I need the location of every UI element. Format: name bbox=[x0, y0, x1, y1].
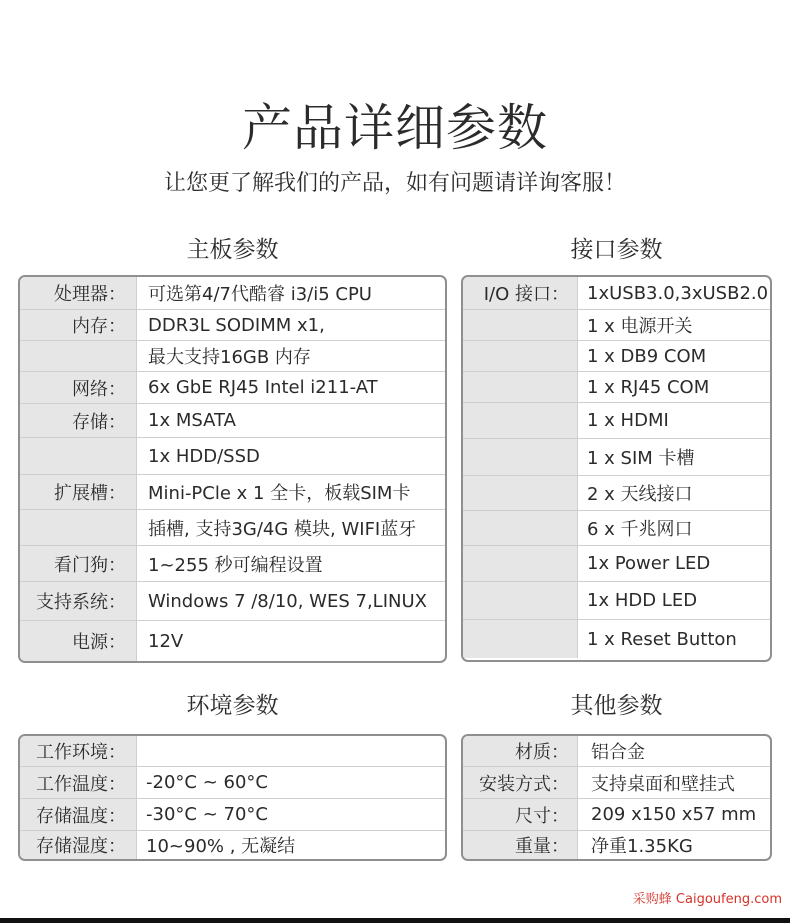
interface-row-value: 1x HDD LED bbox=[587, 590, 698, 611]
mainboard-row bbox=[20, 621, 445, 661]
interface-row-value: 1x Power LED bbox=[587, 553, 711, 574]
environment-row bbox=[20, 736, 445, 767]
environment-row bbox=[20, 799, 445, 831]
mainboard-row-value: 可选第4/7代酷睿 i3/i5 CPU bbox=[148, 284, 372, 305]
mainboard-row-label bbox=[20, 341, 137, 371]
mainboard-row-label: 内存： bbox=[20, 310, 137, 340]
interface-row-label bbox=[463, 403, 578, 438]
mainboard-row-value: Windows 7 /8/10, WES 7,LINUX bbox=[148, 590, 427, 612]
mainboard-row-value: DDR3L SODIMM x1, bbox=[148, 314, 325, 336]
interface-spec-table bbox=[461, 275, 772, 662]
environment-row-value: -30°C ~ 70°C bbox=[146, 804, 268, 825]
mainboard-row bbox=[20, 341, 445, 372]
watermark-text: 采购蜂 Caigoufeng.com bbox=[632, 892, 782, 907]
interface-row-value: 1 x Reset Button bbox=[587, 628, 737, 650]
other-row-value: 209 x150 x57 mm bbox=[591, 804, 757, 825]
interface-row-label: I/O 接口： bbox=[463, 277, 578, 309]
interface-row bbox=[463, 439, 770, 476]
mainboard-row bbox=[20, 372, 445, 404]
other-row bbox=[463, 799, 770, 831]
environment-row bbox=[20, 831, 445, 859]
interface-row-label bbox=[463, 546, 578, 581]
environment-row-value bbox=[137, 736, 445, 766]
mainboard-row-label: 电源： bbox=[20, 621, 137, 661]
interface-row-label bbox=[463, 620, 578, 658]
mainboard-row-value: 插槽, 支持3G/4G 模块, WIFI蓝牙 bbox=[148, 518, 417, 540]
other-row bbox=[463, 736, 770, 767]
interface-row-label bbox=[463, 341, 578, 371]
other-row bbox=[463, 767, 770, 799]
other-row-value: 净重1.35KG bbox=[591, 836, 693, 857]
environment-row-label: 工作环境： bbox=[20, 736, 137, 766]
other-row-label: 重量： bbox=[463, 831, 578, 859]
mainboard-spec-table bbox=[18, 275, 447, 663]
interface-row bbox=[463, 310, 770, 341]
mainboard-row bbox=[20, 310, 445, 341]
interface-row-value: 1 x RJ45 COM bbox=[587, 376, 710, 398]
mainboard-row-label: 网络： bbox=[20, 372, 137, 403]
mainboard-row-value: 1x HDD/SSD bbox=[148, 445, 260, 467]
mainboard-row bbox=[20, 438, 445, 475]
other-row-label: 安装方式： bbox=[463, 767, 578, 798]
mainboard-row-value: 12V bbox=[148, 630, 184, 652]
mainboard-row bbox=[20, 404, 445, 438]
interface-row-label bbox=[463, 511, 578, 545]
mainboard-row-value: 1x MSATA bbox=[148, 410, 236, 431]
bottom-divider bbox=[0, 918, 790, 923]
interface-row-label bbox=[463, 476, 578, 510]
mainboard-row-label bbox=[20, 510, 137, 545]
interface-section-title: 接口参数 bbox=[570, 237, 663, 263]
interface-row-value: 1 x 电源开关 bbox=[587, 316, 693, 337]
mainboard-row-value: 6x GbE RJ45 Intel i211-AT bbox=[148, 377, 378, 398]
interface-row-label bbox=[463, 582, 578, 619]
page-title: 产品详细参数 bbox=[242, 99, 548, 157]
interface-row bbox=[463, 403, 770, 439]
interface-row-label bbox=[463, 310, 578, 340]
mainboard-row-label: 支持系统： bbox=[20, 582, 137, 620]
environment-row bbox=[20, 767, 445, 799]
other-section-title: 其他参数 bbox=[570, 693, 663, 719]
mainboard-row-label: 看门狗： bbox=[20, 546, 137, 581]
environment-row-value: -20°C ~ 60°C bbox=[146, 772, 268, 793]
interface-row bbox=[463, 341, 770, 372]
interface-row-value: 1 x DB9 COM bbox=[587, 345, 707, 367]
mainboard-row bbox=[20, 277, 445, 310]
mainboard-row bbox=[20, 546, 445, 582]
mainboard-row bbox=[20, 510, 445, 546]
interface-row bbox=[463, 546, 770, 582]
mainboard-row-label: 扩展槽： bbox=[20, 475, 137, 509]
interface-row-label bbox=[463, 372, 578, 402]
interface-row-value: 1 x SIM 卡槽 bbox=[587, 448, 695, 469]
interface-row bbox=[463, 511, 770, 546]
mainboard-section-title: 主板参数 bbox=[186, 237, 279, 263]
other-spec-table bbox=[461, 734, 772, 861]
interface-row-value: 2 x 天线接口 bbox=[587, 484, 693, 505]
environment-section-title: 环境参数 bbox=[186, 693, 279, 719]
other-row-label: 尺寸： bbox=[463, 799, 578, 830]
page-subtitle: 让您更了解我们的产品，如有问题请详询客服！ bbox=[163, 171, 626, 196]
other-row-label: 材质： bbox=[463, 736, 578, 766]
mainboard-row-label: 处理器： bbox=[20, 277, 137, 309]
interface-row-label bbox=[463, 439, 578, 475]
mainboard-row bbox=[20, 475, 445, 510]
environment-row-label: 工作温度： bbox=[20, 767, 137, 798]
other-row-value: 支持桌面和壁挂式 bbox=[591, 773, 735, 795]
other-row-value: 铝合金 bbox=[591, 742, 645, 763]
environment-row-label: 存储湿度： bbox=[20, 831, 137, 859]
mainboard-row bbox=[20, 582, 445, 621]
environment-row-value: 10~90% , 无凝结 bbox=[146, 836, 296, 857]
interface-row-value: 1xUSB3.0,3xUSB2.0 bbox=[587, 282, 769, 304]
mainboard-row-label bbox=[20, 438, 137, 474]
interface-row bbox=[463, 277, 770, 310]
interface-row-value: 1 x HDMI bbox=[587, 410, 669, 431]
other-row bbox=[463, 831, 770, 859]
environment-spec-table bbox=[18, 734, 447, 861]
interface-row-value: 6 x 千兆网口 bbox=[587, 519, 693, 540]
mainboard-row-value: 最大支持16GB 内存 bbox=[148, 347, 311, 368]
interface-row bbox=[463, 372, 770, 403]
mainboard-row-value: Mini-PCle x 1 全卡，板载SIM卡 bbox=[148, 483, 411, 504]
interface-row bbox=[463, 620, 770, 658]
mainboard-row-label: 存储： bbox=[20, 404, 137, 437]
mainboard-row-value: 1~255 秒可编程设置 bbox=[148, 554, 323, 576]
environment-row-label: 存储温度： bbox=[20, 799, 137, 830]
interface-row bbox=[463, 476, 770, 511]
interface-row bbox=[463, 582, 770, 620]
